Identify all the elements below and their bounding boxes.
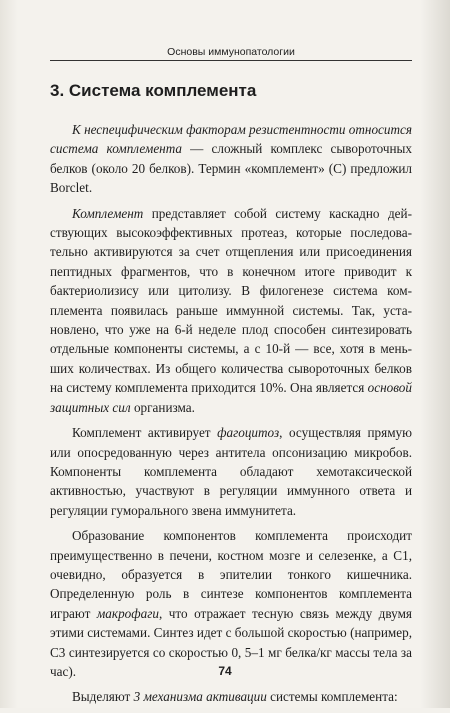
italic-term: макрофаги: [96, 605, 159, 621]
text-run: организма.: [130, 399, 195, 415]
text-run: , осуществляя прямую или опосредованную через антитела опсонизацию микробов. Компоненты комплемента обладают хемотаксической активностью, участвуют в регуляции иммунного ответа и регуляции гуморального звена иммунитета.: [50, 425, 412, 518]
text-run: Выделяют: [72, 689, 134, 705]
body-text: [50, 120, 412, 713]
italic-term: основой защитных сил: [50, 380, 412, 415]
paragraph-1: [50, 120, 412, 198]
italic-term: Комплемент: [72, 205, 144, 221]
paragraph-3: [50, 423, 412, 520]
text-run: системы комплемента:: [266, 689, 398, 705]
text-run: , что отражает тесную связь между двумя этими системами. Синтез идет с большой скоростью (например, С3 синтезируется со скоростью 0, 5–1 мг белка/кг массы тела за час).: [50, 605, 412, 679]
text-run: Образование компонентов комплемента происходит преимущественно в печени, костном мозге и селезенке, а С1, очевидно, образуется в эпителии тонкого кишечника. Определенную роль в синтезе компонентов комплемента играют: [50, 528, 412, 621]
italic-term: 3 механизма активации: [133, 689, 267, 705]
paragraph-2: [50, 204, 412, 417]
running-header: Основы иммунопатологии: [50, 45, 412, 61]
page-number: 74: [218, 664, 232, 678]
italic-term: фагоцитоз: [217, 425, 280, 441]
text-run: Комплемент активирует: [72, 425, 218, 441]
paragraph-5: [50, 687, 412, 706]
italic-term: К неспецифическим факторам резистентности относится система комплемента: [50, 122, 412, 157]
section-title: 3. Система комплемента: [50, 81, 257, 100]
paragraph-4: [50, 526, 412, 681]
text-run: — сложный комплекс сывороточных белков (около 20 белков). Термин «комплемент» (С) предложил Borclet.: [50, 141, 412, 196]
text-run: представляет собой систему каскадно действующих высокоэффективных протеаз, которые последовательно активируются за счет отщепления или присоединения пептидных фрагментов, что в конечном итоге приводит к бактериолизису или цитолизу. В филогенезе система комплемента появилась раньше иммунной системы. Так, установлено, что уже на 6-й неделе плод способен синтезировать отдельные компоненты системы, а с 10-й — все, хотя в меньших количествах. Из общего количества сывороточных белков на систему комплемента приходится 10%. Она является: [50, 205, 412, 396]
